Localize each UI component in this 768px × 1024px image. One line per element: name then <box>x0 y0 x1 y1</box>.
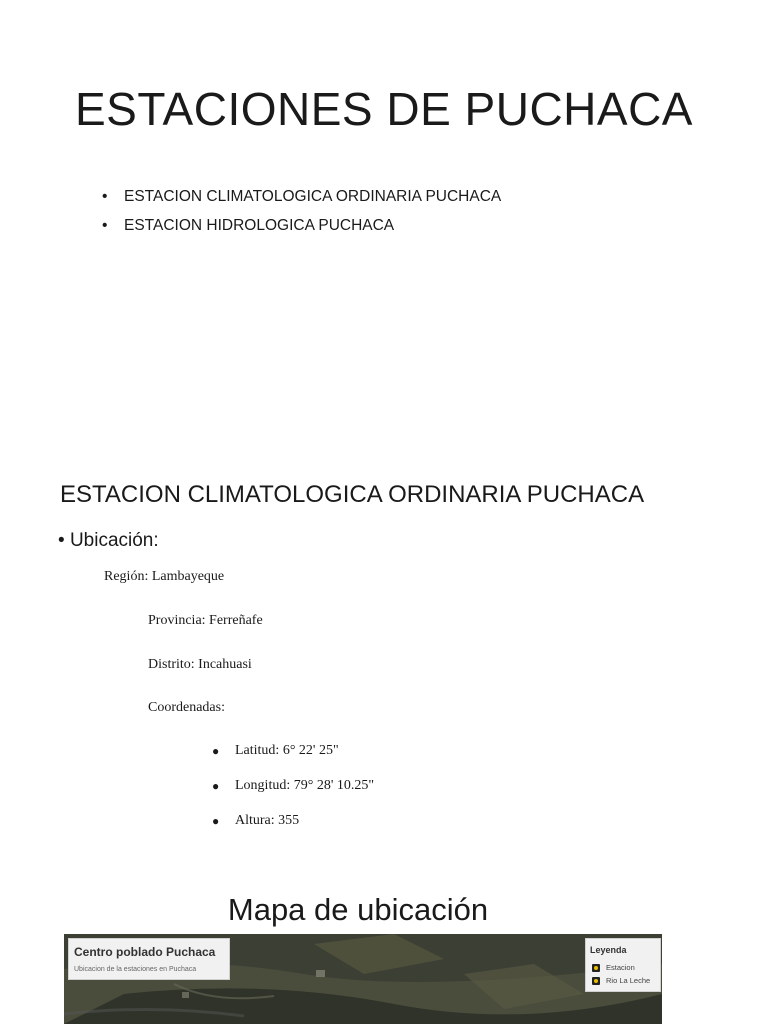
bullet-icon: ● <box>212 779 220 793</box>
legend-item <box>592 963 635 972</box>
legend-title: Leyenda <box>590 945 627 955</box>
list-item <box>102 186 501 215</box>
bullet-icon: • <box>102 188 108 205</box>
legend-item <box>592 976 650 985</box>
latitude-text: Latitud: 6° 22' 25" <box>235 743 339 758</box>
list-item <box>212 777 374 812</box>
bullet-icon: ● <box>212 814 220 828</box>
location-map <box>64 934 662 1024</box>
list-item-label: ESTACION HIDROLOGICA PUCHACA <box>124 217 395 234</box>
map-title-panel <box>68 938 230 980</box>
bullet-icon: • <box>58 530 70 551</box>
bullet-icon: • <box>102 217 108 234</box>
map-legend <box>585 938 661 992</box>
list-item-label: ESTACION CLIMATOLOGICA ORDINARIA PUCHACA <box>124 188 502 205</box>
legend-item-label: Rio La Leche <box>606 976 651 985</box>
map-title: Centro poblado Puchaca <box>74 945 216 959</box>
distrito-text: Distrito: Incahuasi <box>148 657 252 672</box>
ubicacion-heading <box>58 530 159 552</box>
slide-title: ESTACIONES DE PUCHACA <box>75 83 693 135</box>
coordenadas-label: Coordenadas: <box>148 700 225 715</box>
longitude-text: Longitud: 79° 28' 10.25" <box>235 778 375 793</box>
section-title: ESTACION CLIMATOLOGICA ORDINARIA PUCHACA <box>60 481 645 508</box>
station-icon <box>592 964 600 972</box>
region-text: Región: Lambayeque <box>104 569 225 584</box>
provincia-text: Provincia: Ferreñafe <box>148 613 263 628</box>
ubicacion-label: Ubicación: <box>69 530 159 551</box>
list-item <box>212 812 374 847</box>
map-section-title: Mapa de ubicación <box>227 892 489 927</box>
map-subtitle: Ubicacion de la estaciones en Puchaca <box>74 966 197 973</box>
list-item <box>102 215 501 244</box>
list-item <box>212 742 374 777</box>
altitude-text: Altura: 355 <box>235 813 300 828</box>
legend-item-label: Estacion <box>606 963 635 972</box>
river-icon <box>592 977 600 985</box>
stations-list <box>102 186 501 244</box>
coordinates-list <box>212 742 374 847</box>
bullet-icon: ● <box>212 744 220 758</box>
